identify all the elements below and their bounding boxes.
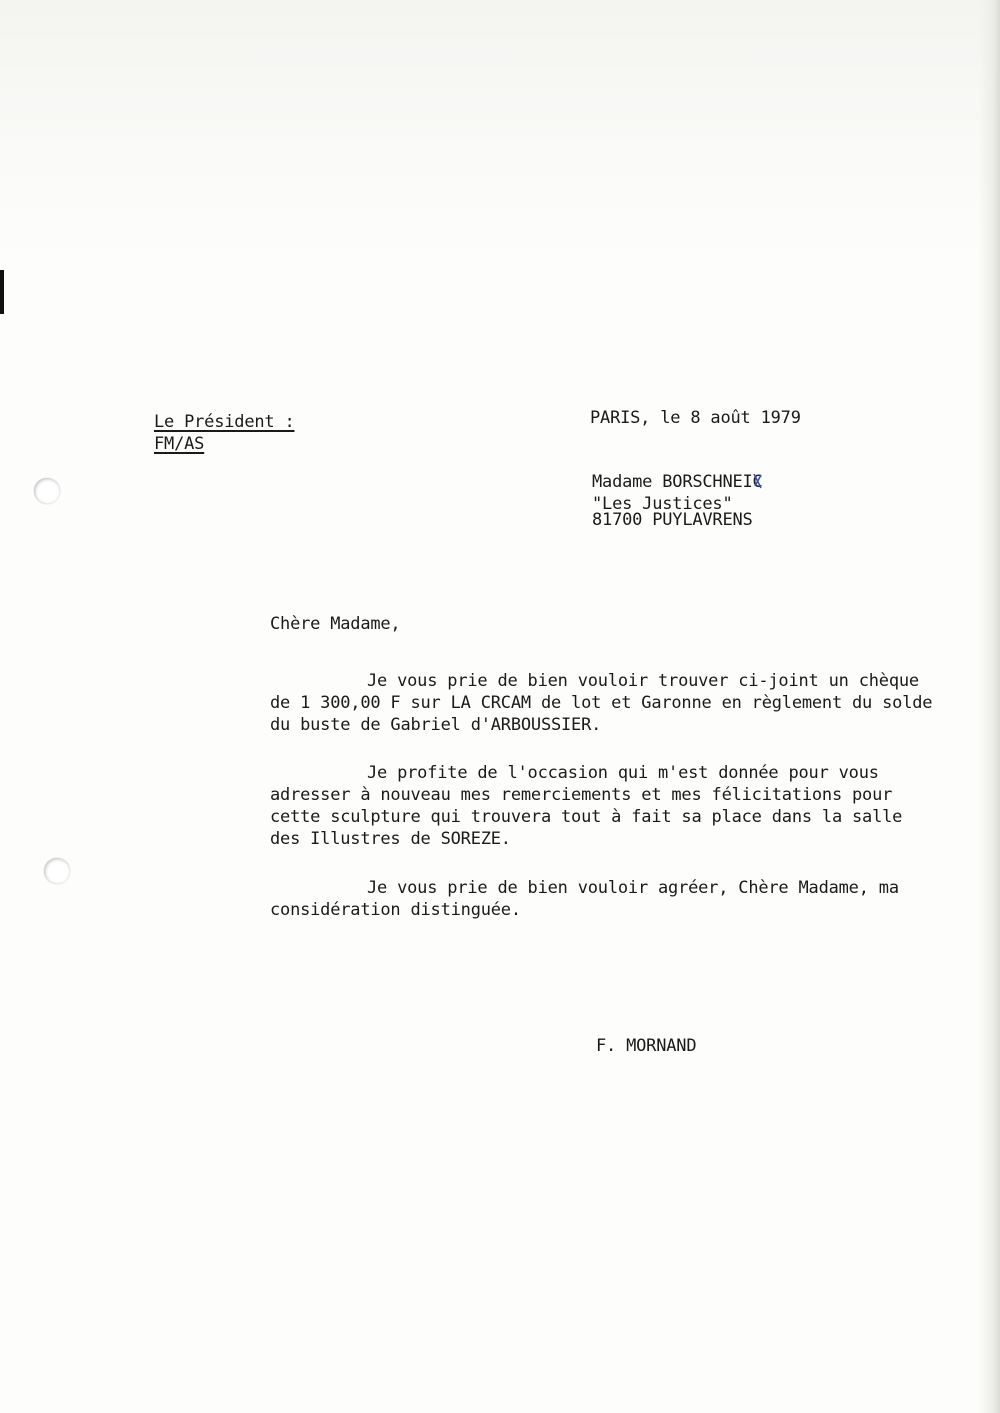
paper-edge-shadow — [978, 0, 1000, 1413]
scan-edge-mark — [0, 270, 4, 314]
paragraph-3-line-1: Je vous prie de bien vouloir agréer, Chère Madame, ma — [367, 878, 899, 898]
paragraph-2-line-4: des Illustres de SOREZE. — [270, 829, 511, 849]
paragraph-1-line-1: Je vous prie de bien vouloir trouver ci-joint un chèque — [367, 671, 919, 691]
signature-name: F. MORNAND — [596, 1036, 697, 1056]
recipient-address-line2: 81700 PUYLAVRENS — [592, 510, 753, 530]
recipient-name: Madame BORSCHNEIC — [592, 472, 763, 492]
punch-hole-top — [34, 478, 60, 504]
salutation: Chère Madame, — [270, 614, 401, 634]
sender-title: Le Président : — [154, 412, 295, 432]
punch-hole-bottom — [44, 858, 70, 884]
paragraph-1-line-3: du buste de Gabriel d'ARBOUSSIER. — [270, 715, 602, 735]
reference-initials: FM/AS — [154, 434, 205, 454]
recipient-address-line1: "Les Justices" — [592, 494, 733, 514]
place-and-date: PARIS, le 8 août 1979 — [590, 408, 801, 428]
paragraph-2-line-2: adresser à nouveau mes remerciements et mes félicitations pour — [270, 785, 893, 805]
paragraph-2-line-1: Je profite de l'occasion qui m'est donnée pour vous — [367, 763, 879, 783]
pen-correction-mark — [752, 471, 764, 491]
paragraph-1-line-2: de 1 300,00 F sur LA CRCAM de lot et Garonne en règlement du solde — [270, 693, 933, 713]
paragraph-3-line-2: considération distinguée. — [270, 900, 521, 920]
paragraph-2-line-3: cette sculpture qui trouvera tout à fait sa place dans la salle — [270, 807, 903, 827]
paper-texture — [0, 0, 1000, 260]
